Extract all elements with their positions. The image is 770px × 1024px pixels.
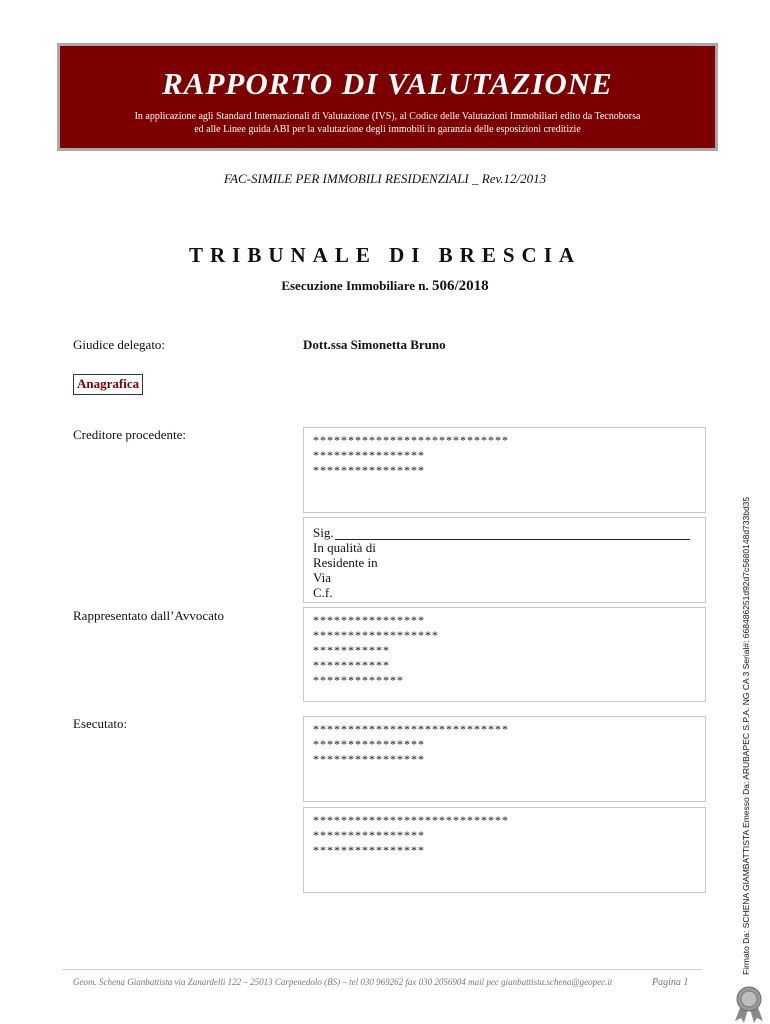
lawyer-line: *********** [313,658,390,672]
creditor-line: **************** [313,448,425,462]
detail-line: In qualità di [313,540,376,555]
report-title: RAPPORTO DI VALUTAZIONE [162,66,613,101]
debtor-box-2 [303,807,706,893]
report-subtitle-line1: In applicazione agli Standard Internazionali di Valutazione (IVS), al Codice delle Valutazioni Immobiliari edito da Tecnoborsa [134,111,641,122]
execution-number [0,278,770,295]
debtor-line: **************** [313,752,425,766]
lawyer-line: ************* [313,673,404,687]
certificate-seal-icon [731,985,767,1023]
lawyer-box [303,607,706,702]
report-banner [57,43,718,151]
debtor-label: Esecutato: [73,716,128,731]
creditor-details-box [303,517,706,603]
creditor-label: Creditore procedente: [73,427,186,442]
sig-line [313,525,696,540]
execution-number-value: 506/2018 [432,278,489,294]
creditor-line: **************************** [313,433,509,447]
debtor-line: **************************** [313,722,509,736]
judge-label: Giudice delegato: [73,337,166,352]
report-subtitle [60,110,715,136]
debtor-line: **************** [313,828,425,842]
page-number: Pagina 1 [652,977,689,988]
creditor-box [303,427,706,513]
lawyer-line: ****************** [313,628,439,642]
sig-label: Sig. [313,525,334,540]
detail-line: Via [313,570,331,585]
footer-contact: Geom. Schena Gianbattista via Zanardelli 122 – 25013 Carpenedolo (BS) – tel 030 969262 fax 030 2056904 mail pec gianbattista.schena@geopec.it [73,977,613,987]
report-subtitle-line2: ed alle Linee guida ABI per la valutazione degli immobili in garanzia delle esposizioni creditizie [194,124,581,135]
lawyer-line: *********** [313,643,390,657]
lawyer-line: **************** [313,613,425,627]
court-title: TRIBUNALE DI BRESCIA [188,243,582,267]
debtor-line: **************************** [313,813,509,827]
execution-label: Esecuzione Immobiliare n. [281,278,433,293]
sig-underline [335,539,690,540]
section-anagrafica: Anagrafica [73,374,143,395]
judge-name: Dott.ssa Simonetta Bruno [303,337,446,352]
facsimile-revision: FAC-SIMILE PER IMMOBILI RESIDENZIALI _ Rev.12/2013 [223,171,547,186]
lawyer-label: Rappresentato dall’Avvocato [73,608,225,623]
footer-divider [62,969,702,970]
detail-line: Residente in [313,555,378,570]
debtor-line: **************** [313,843,425,857]
debtor-line: **************** [313,737,425,751]
digital-signature-text: Firmato Da: SCHENA GIAMBATTISTA Emesso Da: ARUBAPEC S.P.A. NG CA 3 Serial#: 668486251d92d7c5680148d733bd35 [741,496,751,975]
debtor-box-1 [303,716,706,802]
creditor-line: **************** [313,463,425,477]
detail-line: C.f. [313,585,333,600]
